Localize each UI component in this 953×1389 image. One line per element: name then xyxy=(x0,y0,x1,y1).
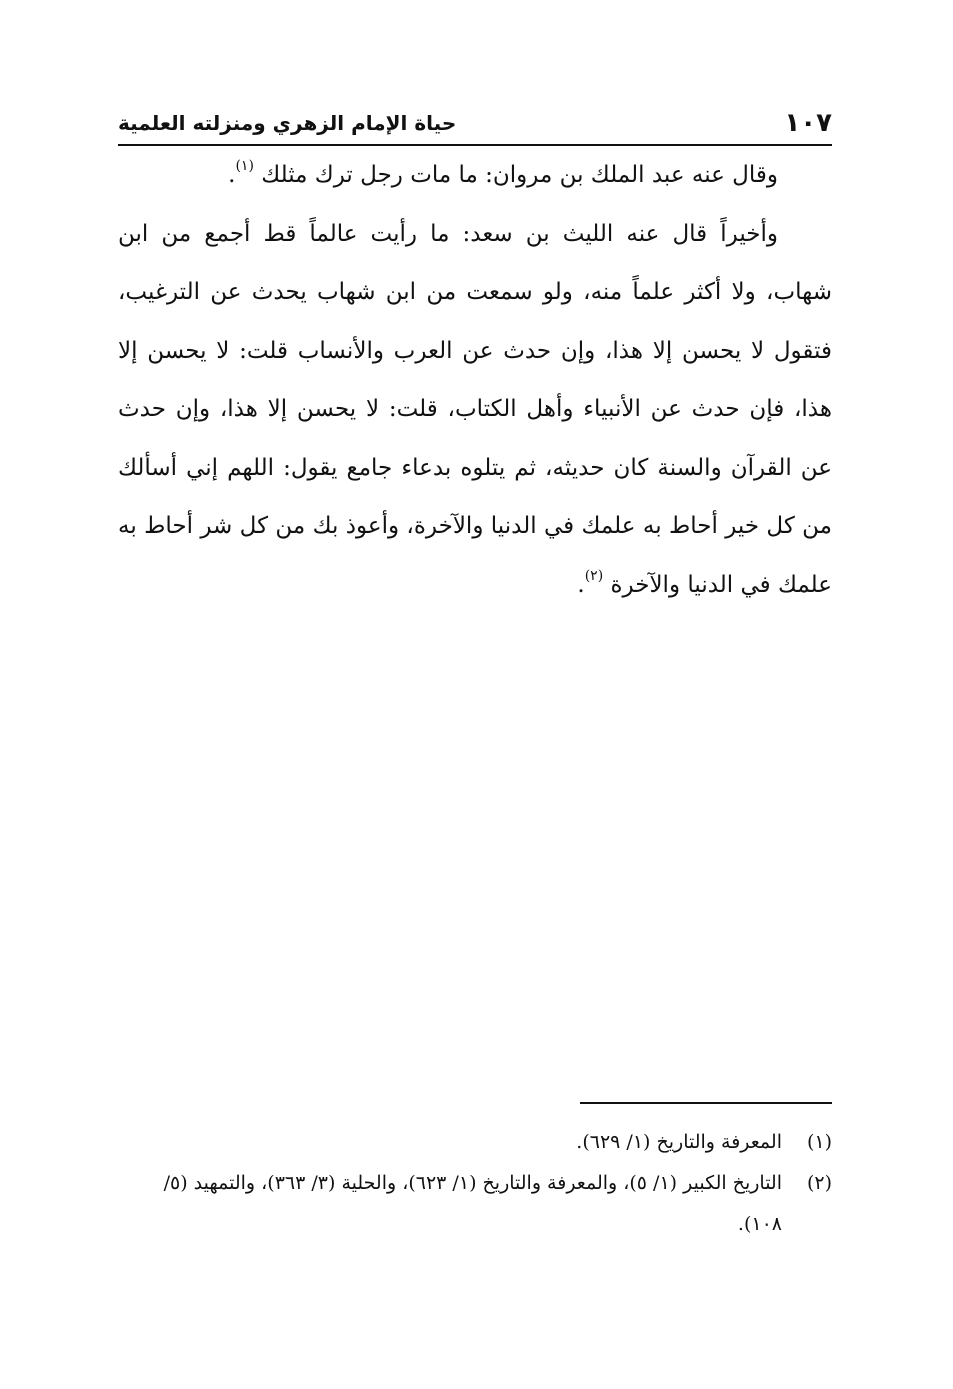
running-title: حياة الإمام الزهري ومنزلته العلمية xyxy=(118,111,457,135)
footnote-ref-2: (٢) xyxy=(584,567,604,584)
page-header xyxy=(118,104,832,146)
footnotes xyxy=(118,1122,832,1245)
footnote-2-text: التاريخ الكبير (١/ ٥)، والمعرفة والتاريخ (١/ ٦٢٣)، والحلية (٣/ ٣٦٣)، والتمهيد (٥/ ١٠٨). xyxy=(163,1172,782,1235)
paragraph-1-text: وقال عنه عبد الملك بن مروان: ما مات رجل ترك مثلك xyxy=(261,162,778,188)
footnote-1 xyxy=(118,1122,832,1163)
paragraph-2-end: . xyxy=(577,571,585,598)
footnote-1-number: (١) xyxy=(806,1131,832,1153)
footnote-2-number: (٢) xyxy=(806,1172,832,1194)
footnote-ref-1: (١) xyxy=(235,158,254,174)
paragraph-2 xyxy=(118,205,832,615)
paragraph-1 xyxy=(118,146,832,205)
footnote-separator xyxy=(580,1102,832,1104)
paragraph-1-end: . xyxy=(228,162,236,188)
main-text xyxy=(118,146,832,614)
footnote-1-text: المعرفة والتاريخ (١/ ٦٢٩). xyxy=(576,1131,782,1153)
page-number: ١٠٧ xyxy=(784,108,832,138)
footnote-2 xyxy=(118,1163,832,1245)
paragraph-2-text: وأخيراً قال عنه الليث بن سعد: ما رأيت عالماً قط أجمع من ابن شهاب، ولا أكثر علماً منه، ولو سمعت من ابن شهاب يحدث عن الترغيب، فتقول لا يحسن إلا هذا، وإن حدث عن العرب والأنساب قلت: لا يحسن إلا هذا، فإن حدث عن الأنبياء وأهل الكتاب، قلت: لا يحسن إلا هذا، وإن حدث عن القرآن والسنة كان حديثه، ثم يتلوه بدعاء جامع يقول: اللهم إني أسألك من كل خير أحاط به علمك في الدنيا والآخرة، وأعوذ بك من كل شر أحاط به علمك في الدنيا والآخرة xyxy=(118,220,833,598)
